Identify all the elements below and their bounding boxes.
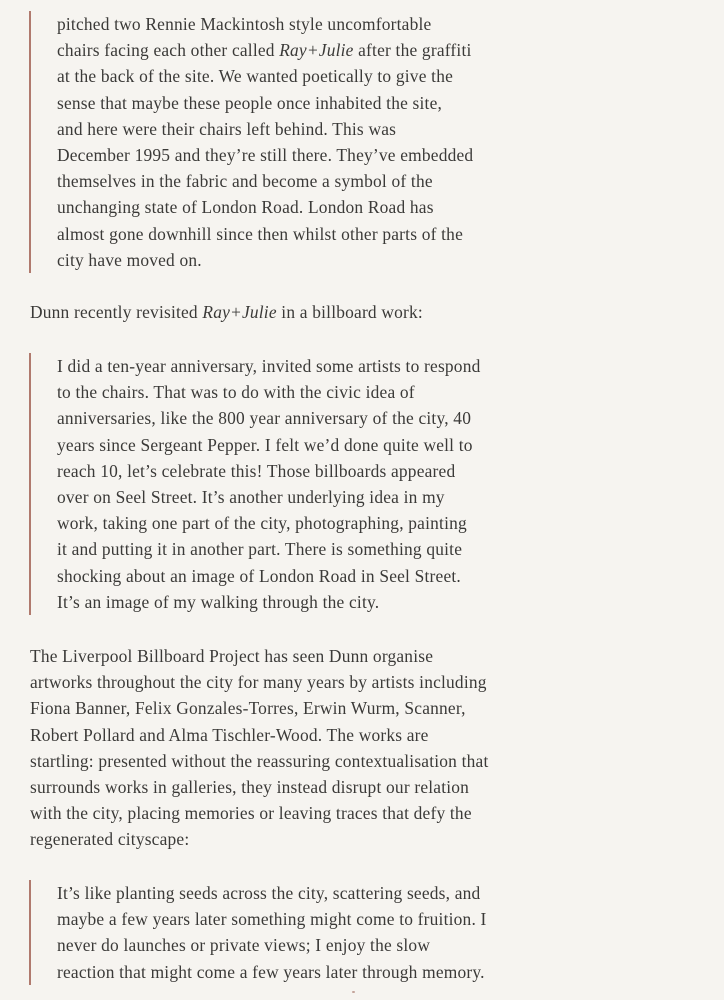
quote-line: it and putting it in another part. There is something quite <box>57 539 463 560</box>
quote-line: to the chairs. That was to do with the civic idea of <box>57 382 415 403</box>
quote-line: almost gone downhill since then whilst other parts of the <box>57 223 464 244</box>
quote-line: pitched two Rennie Mackintosh style uncomfortable <box>57 14 432 34</box>
paragraph-line: Robert Pollard and Alma Tischler-Wood. The works are <box>30 724 429 745</box>
block-quote-2 <box>29 353 481 615</box>
quote-line: and here were their chairs left behind. This was <box>57 118 397 139</box>
paragraph-line: The Liverpool Billboard Project has seen Dunn organise <box>30 646 434 666</box>
body-paragraph-2 <box>30 643 489 853</box>
paragraph-line: with the city, placing memories or leaving traces that defy the <box>30 803 472 824</box>
paragraph-line: artworks throughout the city for many years by artists including <box>30 672 487 693</box>
paragraph-line: startling: presented without the reassuring contextualisation that <box>30 750 489 771</box>
quote-line: work, taking one part of the city, photographing, painting <box>57 513 467 534</box>
quote-line: anniversaries, like the 800 year anniversary of the city, 40 <box>57 408 472 429</box>
quote-line: reach 10, let’s celebrate this! Those billboards appeared <box>57 460 456 481</box>
quote-line: sense that maybe these people once inhabited the site, <box>57 92 443 113</box>
paragraph-line: Dunn recently revisited Ray+Julie in a billboard work: <box>30 302 423 322</box>
quote-line: December 1995 and they’re still there. They’ve embedded <box>57 145 474 166</box>
quote-line: It’s an image of my walking through the city. <box>57 591 380 612</box>
quote-line: chairs facing each other called Ray+Julie after the graffiti <box>57 40 472 61</box>
quote-line: It’s like planting seeds across the city, scattering seeds, and <box>57 883 481 903</box>
paragraph-line: Fiona Banner, Felix Gonzales-Torres, Erwin Wurm, Scanner, <box>30 698 466 719</box>
quote-line: over on Seel Street. It’s another underlying idea in my <box>57 487 445 508</box>
block-quote-3 <box>29 880 487 985</box>
quote-line: I did a ten-year anniversary, invited some artists to respond <box>57 356 481 376</box>
quote-line: unchanging state of London Road. London Road has <box>57 197 434 218</box>
paragraph-line: regenerated cityscape: <box>30 829 190 850</box>
quote-line: years since Sergeant Pepper. I felt we’d done quite well to <box>57 434 473 455</box>
body-paragraph-1 <box>30 299 423 325</box>
quote-line: shocking about an image of London Road in Seel Street. <box>57 565 461 586</box>
quote-line: never do launches or private views; I enjoy the slow <box>57 935 431 956</box>
quote-line: themselves in the fabric and become a symbol of the <box>57 171 433 192</box>
quote-line: reaction that might come a few years later through memory. <box>57 961 485 982</box>
paragraph-line: surrounds works in galleries, they instead disrupt our relation <box>30 777 470 798</box>
quote-line: city have moved on. <box>57 249 202 270</box>
print-speck <box>352 991 355 993</box>
quote-line: maybe a few years later something might come to fruition. I <box>57 909 487 930</box>
artwork-title: Ray+Julie <box>279 40 354 61</box>
artwork-title: Ray+Julie <box>202 302 277 322</box>
quote-line: at the back of the site. We wanted poetically to give the <box>57 66 454 87</box>
block-quote-1 <box>29 11 473 273</box>
